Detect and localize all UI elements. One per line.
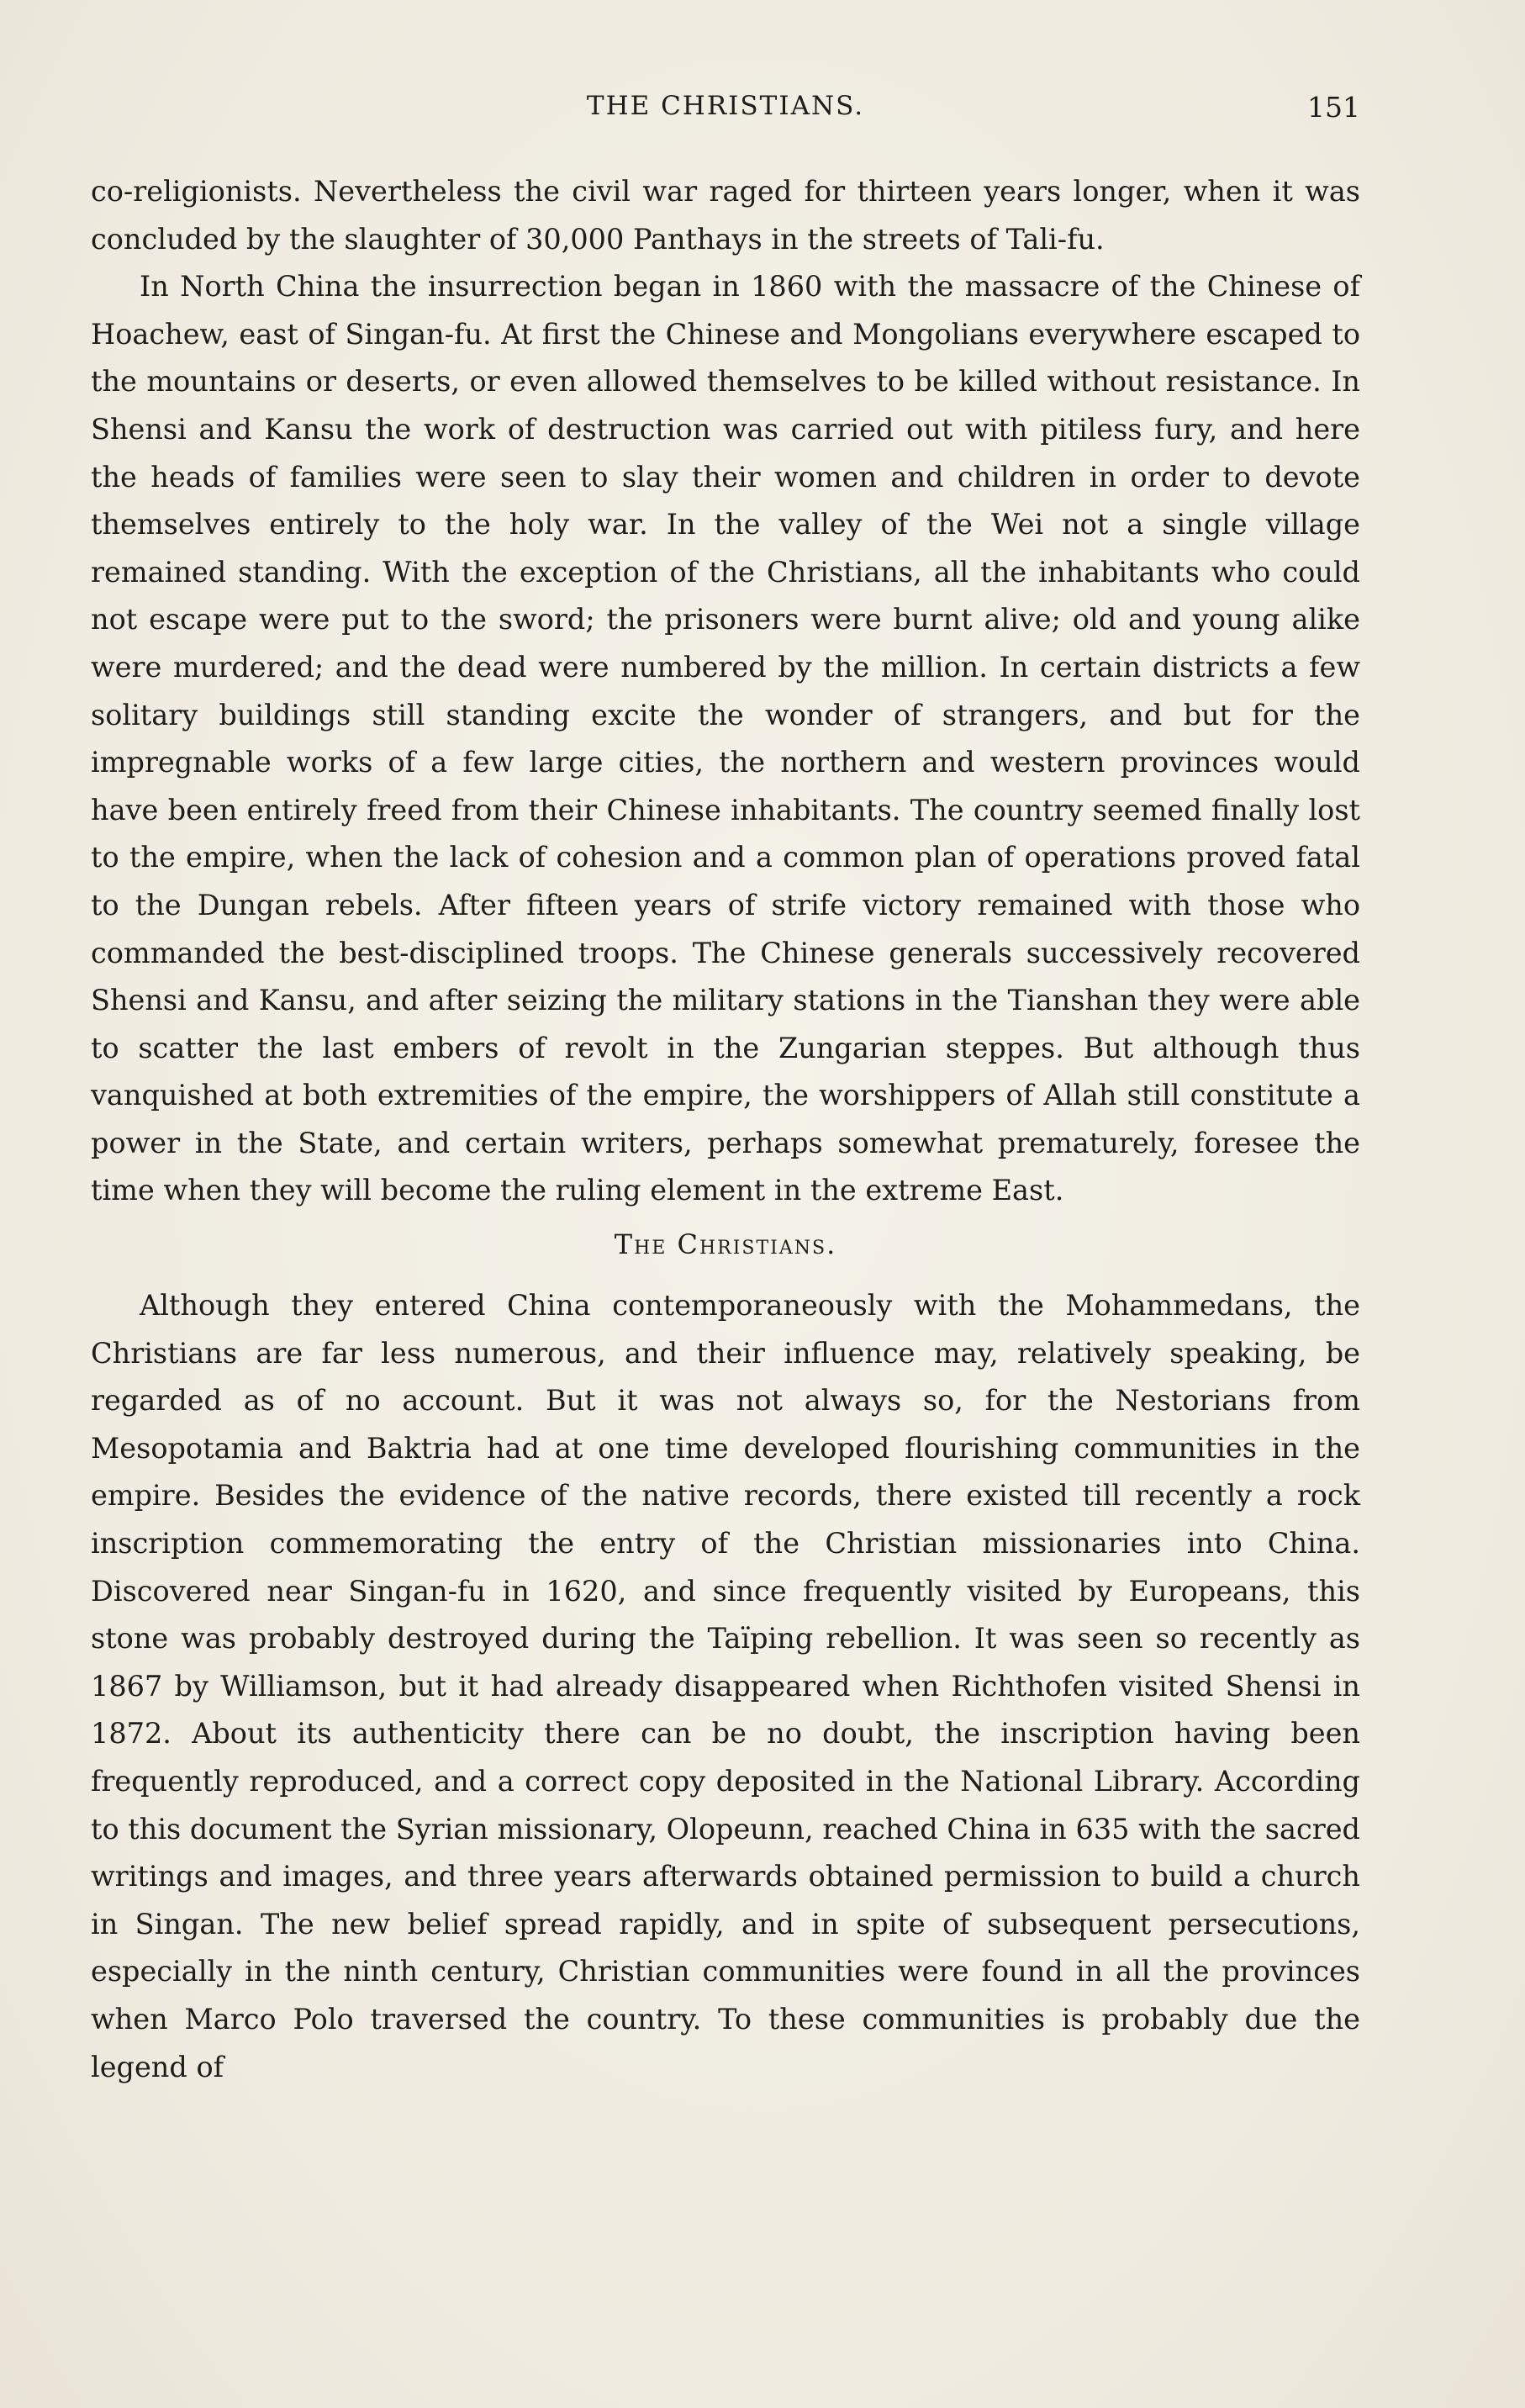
- running-title: THE CHRISTIANS.: [586, 91, 865, 121]
- page-body: [91, 168, 1360, 2091]
- page-number: 151: [1307, 91, 1360, 124]
- paragraph-continuation: co-religionists. Nevertheless the civil war raged for thirteen years longer, when it was concluded by the slaughter of 30,000 Panthays in the streets of Tali-fu.: [91, 175, 1360, 256]
- paragraph-christians: Although they entered China contemporaneously with the Mohammedans, the Christians are far less numerous, and their influence may, relatively speaking, be regarded as of no account. But it was not always so, for the Nestorians from Mesopotamia and Baktria had at one time developed flourishing communities in the empire. Besides the evidence of the native records, there existed till recently a rock inscription commemorating the entry of the Christian missionaries into China. Discovered near Singan-fu in 1620, and since frequently visited by Europeans, this stone was probably destroyed during the Taïping rebellion. It was seen so recently as 1867 by Williamson, but it had already disappeared when Richthofen visited Shensi in 1872. About its authenticity there can be no doubt, the inscription having been frequently reproduced, and a correct copy deposited in the National Library. According to this document the Syrian missionary, Olopeunn, reached China in 635 with the sacred writings and images, and three years afterwards obtained permission to build a church in Singan. The new belief spread rapidly, and in spite of subsequent persecutions, especially in the ninth century, Christian communities were found in all the provinces when Marco Polo traversed the country. To these communities is probably due the legend of: [91, 1289, 1360, 2083]
- section-heading: The Christians.: [614, 1228, 837, 1261]
- running-head: [91, 91, 1360, 133]
- paragraph-north-china-insurrection: In North China the insurrection began in 1860 with the massacre of the Chinese of Hoachew, east of Singan-fu. At first the Chinese and Mongolians everywhere escaped to the mountains or deserts, or even allowed themselves to be killed without resistance. In Shensi and Kansu the work of destruction was carried out with pitiless fury, and here the heads of families were seen to slay their women and children in order to devote themselves entirely to the holy war. In the valley of the Wei not a single village remained standing. With the exception of the Christians, all the inhabitants who could not escape were put to the sword; the prisoners were burnt alive; old and young alike were murdered; and the dead were numbered by the million. In certain districts a few solitary buildings still standing excite the wonder of strangers, and but for the impregnable works of a few large cities, the northern and western provinces would have been entirely freed from their Chinese inhabitants. The country seemed finally lost to the empire, when the lack of cohesion and a common plan of operations proved fatal to the Dungan rebels. After fifteen years of strife victory remained with those who commanded the best-disciplined troops. The Chinese generals successively recovered Shensi and Kansu, and after seizing the military stations in the Tianshan they were able to scatter the last embers of revolt in the Zungarian steppes. But although thus vanquished at both extremities of the empire, the worshippers of Allah still constitute a power in the State, and certain writers, perhaps somewhat prematurely, foresee the time when they will become the ruling element in the extreme East.: [91, 270, 1360, 1207]
